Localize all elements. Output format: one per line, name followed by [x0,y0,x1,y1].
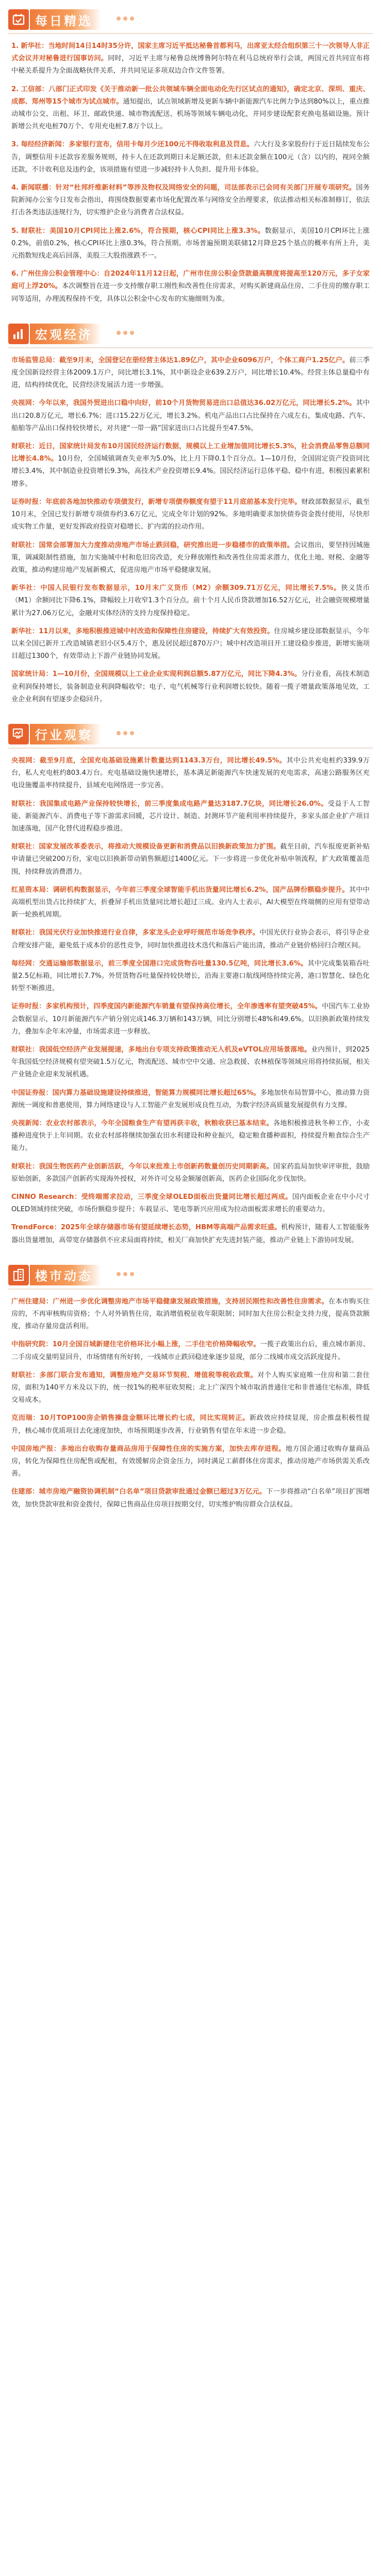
news-item [11,1486,370,1511]
item-headline: 1—10月份，全国规模以上工业企业实现利润总额5.87万亿元，同比下降4.3%。 [52,670,302,679]
section-title: 楼市动态 [30,1265,101,1285]
item-headline: 中国人民银行发布数据显示，10月末广义货币（M2）余额309.71万亿元，同比增长7.5%。 [40,584,341,592]
item-headline: 国常会部署加大力度推动房地产市场止跌回稳，研究推出进一步稳楼市的政策举措。 [39,541,294,549]
item-body: 一揽子政策出台后，重点城市新房、二手房成交量明显回升，市场情绪有所好转，一线城市止跌回稳迹象逐步显现，部分二线城市成交活跃度提升。 [11,1341,370,1361]
item-body: 其中出口20.8万亿元，增长6.7%；进口15.22万亿元，增长3.2%。机电产品出口占比保持在六成左右，集成电路、汽车、船舶等产品出口保持较快增长，对共建“一带一路”国家进出口占比提升至47.5%。 [11,399,370,432]
item-source: 每经网： [11,959,39,968]
item-body: 前三季度全国新设经营主体2009.1万户，同比增长3.1%，其中新设企业639.2万户，同比增长10.4%。经营主体总量稳中有进，结构持续优化，民营经济发展活力进一步增强。 [11,356,370,389]
news-item [11,1296,370,1333]
item-source: 财联社： [11,800,40,808]
item-headline: 自2024年11月12日起，广州市住房公积金贷款最高额度将提高至120万元，多子女家庭可上浮20%。 [11,270,370,291]
news-item [11,225,370,263]
item-body: 通知提出，试点领域新增及更新车辆中新能源汽车比例力争达到80%以上，重点推动城市公交、出租、环卫、邮政快递、城市物流配送、机场等领域车辆电动化，并同步建设配套充换电基础设施。预计新增公共充电桩70万个、专用充电桩7.8万个以上。 [11,97,370,131]
bar-chart-icon [8,324,29,344]
news-item [11,668,370,706]
section-content [0,1296,381,1511]
item-headline: 城市房地产融资协调机制“白名单”项目贷款审批通过金额已超过3万亿元。 [39,1488,267,1496]
item-headline: 截至9月末，全国登记在册经营主体达1.89亿户，其中企业6096万户，个体工商户1.25亿户。 [59,356,350,364]
item-source: 央视网： [11,399,39,408]
item-headline: 美国10月CPI同比上涨2.6%，符合预期，核心CPI同比上涨3.3%。 [49,227,265,235]
item-body: 受益于人工智能、新能源汽车、消费电子等下游需求回暖，芯片设计、制造、封测环节产能利用率持续提升，多家头部企业扩产项目加速落地，国产化替代进程稳步推进。 [11,800,370,833]
news-item [11,397,370,435]
calendar-check-icon [8,9,29,30]
item-body: 地方国企通过收购存量商品房，转化为保障性住房配售或配租，有效缓解房企资金压力，同时满足工薪群体住房需求，推动房地产市场供需关系改善。 [11,1445,370,1478]
news-item [11,841,370,878]
news-item [11,625,370,663]
news-item [11,1117,370,1155]
news-item [11,958,370,995]
section-spacer [0,1252,381,1256]
decorative-dots [117,731,134,735]
news-item [11,927,370,952]
item-body: 对个人购买家庭唯一住房和第二套住房，面积为140平方米及以下的，统一按1%的税率征收契税；北上广深四个城市取消普通住宅和非普通住宅标准，降低交易成本。 [11,1371,370,1404]
news-item [11,139,370,176]
item-source: 国家统计局： [11,670,53,679]
item-body: 中国汽车工业协会数据显示，10月新能源汽车产销分别完成146.3万辆和143万辆，同比分别增长48%和49.6%。以旧换新政策持续发力，叠加车企年末冲量，市场需求进一步释放。 [11,1003,370,1036]
item-body: 分行业看，高技术制造业利润保持增长，装备制造业利润降幅收窄；电子、电气机械等行业利润增长较快。随着一揽子增量政策落地见效，工业企业利润有望逐步企稳回升。 [11,670,370,703]
item-headline: 截至9月底，全国充电基础设施累计数量达到1143.3万台，同比增长49.5%。 [39,756,287,765]
item-headline: 年底前各地加快推动专项债发行，新增专项债券额度有望于11月底前基本发行完毕。 [45,498,302,506]
item-headline: 11月以来，多地积极推进城中村改造和保障性住房建设，持续扩大有效投资。 [39,627,274,635]
item-body: 数据显示，美国10月CPI环比上涨0.2%，前值0.2%，核心CPI环比上涨0.3%，符合预期。市场普遍预期美联储12月降息25个基点的概率有所上升，美元指数短线走高后回落，美股三大股指涨跌不一。 [11,227,370,260]
item-index: 3. [11,141,19,149]
item-headline: 我国生物医药产业创新活跃，今年以来批准上市创新药数量创历史同期新高。 [39,1162,274,1171]
item-index: 6. [11,270,19,278]
news-item [11,1191,370,1216]
section-title: 宏观经济 [30,324,101,344]
news-item [11,582,370,620]
item-body: 六大行及多家股份行于近日陆续发布公告，调整信用卡还款容差服务规则，持卡人在还款到期日未足额还款，但未还款金额在100元（含）以内的，视同全额还款，不计收利息及违约金，该项措施有望进一步减轻持卡人负担、提升用卡体验。 [11,141,370,174]
item-source: 中国证券报： [11,1089,53,1097]
item-headline: 交通运输部数据显示，前三季度全国港口完成货物吞吐量130.5亿吨，同比增长3.6%。 [39,959,308,968]
item-source: 每经经济新闻： [21,141,69,149]
item-source: 央视网： [11,756,40,765]
item-body: 国务院新闻办公室今日发布会指出，将围绕数据要素市场化配置改革与网络安全治理要求，依法推动相关标准制修订，依法打击各类违法违规行为，切实维护企业与消费者合法权益。 [11,184,370,217]
item-source: 财联社： [11,843,39,851]
section-content [0,755,381,1247]
news-item [11,1161,370,1185]
item-body: 在本市购买住房的，不再审核购房资格；个人对外销售住房，取消增值税征收年限限制；同时加大住房公积金支持力度，提高贷款额度，推动存量房盘活利用。 [11,1297,370,1331]
item-source: 新华社： [11,584,41,592]
news-item [11,182,370,219]
item-source: 克而瑞： [11,1414,40,1422]
news-item [11,755,370,792]
item-body: 截至目前，汽车报废更新补贴申请量已突破200万份，家电以旧换新带动销售额超过1400亿元。下一步将进一步优化补贴申领流程，扩大政策覆盖范围，持续释放消费潜力。 [11,843,370,876]
item-body: 本次调整旨在进一步支持缴存职工刚性和改善性住房需求，对购买新建商品住房、二手住房的缴存职工同等适用，办理流程保持不变，具体以公积金中心发布的实施细则为准。 [11,282,370,303]
item-index: 5. [11,227,19,235]
news-item [11,1044,370,1081]
search-chart-icon [8,724,29,744]
item-source: 新华社： [11,627,39,635]
item-body: 各地积极推进秋冬种工作，小麦播种进度快于上年同期。农业农村部将继续加强农田水利建设和种业振兴，稳定粮食播种面积，持续提升粮食综合生产能力。 [11,1120,370,1153]
item-headline: 我国低空经济产业发展提速，多地出台专项支持政策推动无人机及eVTOL应用场景落地。 [39,1046,311,1054]
section-divider [8,33,373,34]
sections-root [0,6,381,1520]
item-body: 10月份，全国城镇调查失业率为5.0%，比上月下降0.1个百分点。1—10月份，全国固定资产投资同比增长3.4%，其中制造业投资增长9.3%，高技术产业投资增长9.4%。国民经济运行总体平稳、稳中有进，积极因素累积增多。 [11,455,370,488]
item-headline: 今年以来，我国外贸进出口稳中向好，前10个月货物贸易进出口总值达36.02万亿元，同比增长5.2%。 [39,399,356,408]
item-headline: 多部门联合发布通知，调整房地产交易环节契税、增值税等税收政策。 [39,1371,258,1379]
item-body: 多地加快布局智算中心，推动算力资源统一调度和普惠使用，算力网络建设与人工智能产业发展形成良性互动，为数字经济高质量发展提供有力支撑。 [11,1089,370,1109]
section-title: 行业观察 [30,724,101,744]
item-source: 工信部： [21,85,49,93]
item-source: 住建部： [11,1488,39,1496]
item-headline: 农业农村部表示，今年全国粮食生产有望再获丰收，秋粮收获已基本结束。 [45,1120,274,1128]
news-item [11,1443,370,1481]
item-source: 新闻联播： [21,184,56,192]
section-spacer [0,311,381,314]
news-item [11,539,370,577]
item-headline: 我国光伏行业加快推进行业自律，多家龙头企业呼吁规范市场竞争秩序。 [39,929,260,937]
item-body: 住房城乡建设部数据显示，今年以来全国已新开工改造城镇老旧小区5.4万个，惠及居民超过870万户；城中村改造项目开工建设稳步推进，新增实施项目超过1300个，有效带动上下游产业链协同发展。 [11,627,370,660]
item-body: 同时，习近平主席与秘鲁总统博鲁阿尔特在利马总统府举行会谈，两国元首共同宣布将中秘关系提升为全面战略伙伴关系，并共同见证多项双边合作文件签署。 [11,55,370,75]
item-headline: 2025年全球存储器市场有望延续增长态势，HBM等高端产品需求旺盛。 [60,1224,281,1232]
item-headline: 国内算力基础设施建设持续推进，智能算力规模同比增长超过65%。 [52,1089,260,1097]
item-source: 新华社： [21,42,48,50]
item-source: 财联社： [11,443,39,451]
news-item [11,40,370,78]
news-item [11,1001,370,1038]
item-body: 国家药监局加快审评审批，鼓励原始创新，多款国产创新药实现海外授权，对外许可交易金额屡创新高，医药企业国际化步伐加快。 [11,1162,370,1183]
item-body: 新政效应持续显现，房企推盘积极性提升，核心城市优质项目去化速度加快，市场预期逐步改善，行业销售有望在年末进一步企稳。 [11,1414,370,1435]
item-source: 市场监管总局： [11,356,59,364]
item-index: 1. [11,42,19,50]
section-header [8,721,373,750]
news-item [11,83,370,133]
news-item [11,496,370,534]
news-item [11,268,370,306]
item-body: 中国光伏行业协会表示，将引导企业合理安排产能，避免低于成本价的恶性竞争，同时加快推进技术迭代和落后产能出清，推动产业链价格回归合理区间。 [11,929,370,950]
item-body: 会议指出，要坚持因城施策，调减限制性措施，加力实施城中村和危旧房改造，充分释放刚性和改善性住房需求潜力，优化土地、财税、金融等政策，推动构建房地产发展新模式，促进房地产市场平稳健康发展。 [11,541,370,574]
item-body: 机构预计，随着人工智能服务器出货量增加，高带宽存储器供不应求局面将持续，相关厂商加快扩充先进封装产能，推动产业链上下游协同发展。 [11,1224,370,1244]
item-source: CINNO Research： [11,1193,81,1201]
item-source: 证券时报： [11,498,46,506]
section-divider [8,748,373,749]
section-spacer [0,1517,381,1520]
item-source: 广州住房公积金管理中心： [21,270,104,278]
item-source: 红星资本局： [11,886,53,894]
section-title: 每日精选 [30,9,101,30]
item-body: 国内面板企业在中小尺寸OLED领域持续突破，市场份额稳步提升；车载显示、笔电等新兴应用成为拉动面板需求增长的重要动力。 [11,1193,370,1214]
item-headline: 10月全国百城新建住宅价格环比小幅上涨，二手住宅价格降幅收窄。 [52,1341,260,1349]
news-item [11,1338,370,1363]
item-body: 财政部数据显示，截至10月末，全国已发行新增专项债券约3.6万亿元，完成全年计划的92%。多地明确要求加快债券资金拨付使用，尽快形成实物工作量，更好发挥政府投资对稳增长、扩内需的拉动作用。 [11,498,370,531]
item-source: 财联社： [11,541,39,549]
section-divider [8,347,373,348]
news-item [11,1087,370,1112]
news-item [11,1369,370,1407]
news-item [11,1222,370,1246]
item-body: 其中公共充电桩约339.9万台，私人充电桩约803.4万台。充电基础设施快速增长，基本满足新能源汽车快速发展的充电需求，高速公路服务区充电设施覆盖率持续提升，县域充电网络进一步完善。 [11,756,370,790]
section-spacer [0,711,381,715]
section-header [8,320,373,349]
item-source: 证券时报： [11,1003,46,1011]
news-item [11,1412,370,1437]
section-header [8,1262,373,1291]
item-source: 财联社： [11,1371,40,1379]
decorative-dots [117,1272,134,1276]
news-item [11,354,370,392]
item-headline: 国家发展改革委表示，将推动大规模设备更新和消费品以旧换新政策加力扩围。 [39,843,280,851]
news-item [11,884,370,922]
item-headline: 针对“杜邦纤维新材料”等涉及物权及网络安全的问题，司法部表示已会同有关部门开展专项研究。 [55,184,356,192]
item-source: 财联社： [21,227,49,235]
item-headline: 调研机构数据显示，今年前三季度全球智能手机出货量同比增长6.2%，国产品牌份额稳步提升。 [53,886,349,894]
item-headline: 多家机构预计，四季度国内新能源汽车销量有望保持高位增长，全年渗透率有望突破45%。 [45,1003,322,1011]
item-source: 中国房地产报： [11,1445,61,1453]
section-content [0,40,381,306]
item-body: 其中中高端机型出货占比持续扩大，折叠屏手机出货量同比增长超过三成。业内人士表示，AI大模型在终端侧的应用有望带动新一轮换机周期。 [11,886,370,919]
item-source: 财联社： [11,1162,39,1171]
news-item [11,440,370,490]
item-headline: 多家银行宣布，信用卡每月少还100元不得收取利息及罚息。 [69,141,254,149]
item-body: 业内预计，到2025年我国低空经济规模有望突破1.5万亿元，物流配送、城市空中交通、应急救援、农林植保等领域应用将持续拓展，相关产业链企业迎来发展机遇。 [11,1046,370,1079]
building-icon [8,1265,29,1285]
item-headline: 多地出台收购存量商品房用于保障性住房的实施方案，加快去库存进程。 [60,1445,286,1453]
item-headline: 八部门正式印发《关于推动新一批公共领域车辆全面电动化先行区试点的通知》，确定北京、深圳、重庆、成都、郑州等15个城市为试点城市。 [11,85,370,106]
item-source: 央视新闻： [11,1120,46,1128]
item-body: 其中完成集装箱吞吐量2.5亿标箱，同比增长7.7%。外贸货物吞吐量保持较快增长，沿海主要港口航线网络持续完善，港口智慧化、绿色化转型不断推进。 [11,959,370,993]
decorative-dots [117,331,134,335]
item-source: 财联社： [11,929,39,937]
decorative-dots [117,16,134,21]
item-headline: 10月TOP100房企销售操盘金额环比增长约七成，同比实现转正。 [40,1414,250,1422]
item-headline: 受终端需求拉动，三季度全球OLED面板出货量同比增长超过两成。 [81,1193,293,1201]
item-index: 2. [11,85,19,93]
item-source: TrendForce： [11,1224,61,1232]
item-index: 4. [11,184,19,192]
section-divider [8,1289,373,1290]
item-source: 中指研究院： [11,1341,53,1349]
item-headline: 我国集成电路产业保持较快增长，前三季度集成电路产量达3187.7亿块，同比增长26.0%。 [39,800,328,808]
item-source: 广州住建局： [11,1297,53,1306]
item-source: 财联社： [11,1046,39,1054]
item-headline: 广州进一步优化调整房地产市场平稳健康发展政策措施，支持居民刚性和改善性住房需求。 [53,1297,328,1306]
section-header [8,6,373,35]
item-body: 狭义货币（M1）余额同比下降6.1%，降幅较上月收窄1.3个百分点。前十个月人民币贷款增加16.52万亿元，社会融资规模增量累计为27.06万亿元，金融对实体经济的支持力度保持稳定。 [11,584,370,617]
item-headline: 近日，国家统计局发布10月国民经济运行数据，规模以上工业增加值同比增长5.3%，社会消费品零售总额同比增长4.8%。 [11,443,370,463]
item-headline: 当地时间14日14时35分许，国家主席习近平抵达秘鲁首都利马，出席亚太经合组织第三十一次领导人非正式会议并对秘鲁进行国事访问。 [11,42,370,63]
news-item [11,798,370,836]
item-body: 下一步将推动“白名单”项目扩围增效，加快贷款审批和资金拨付，保障已售商品住房项目按期交付，切实维护购房群众合法权益。 [11,1488,370,1509]
section-content [0,354,381,706]
